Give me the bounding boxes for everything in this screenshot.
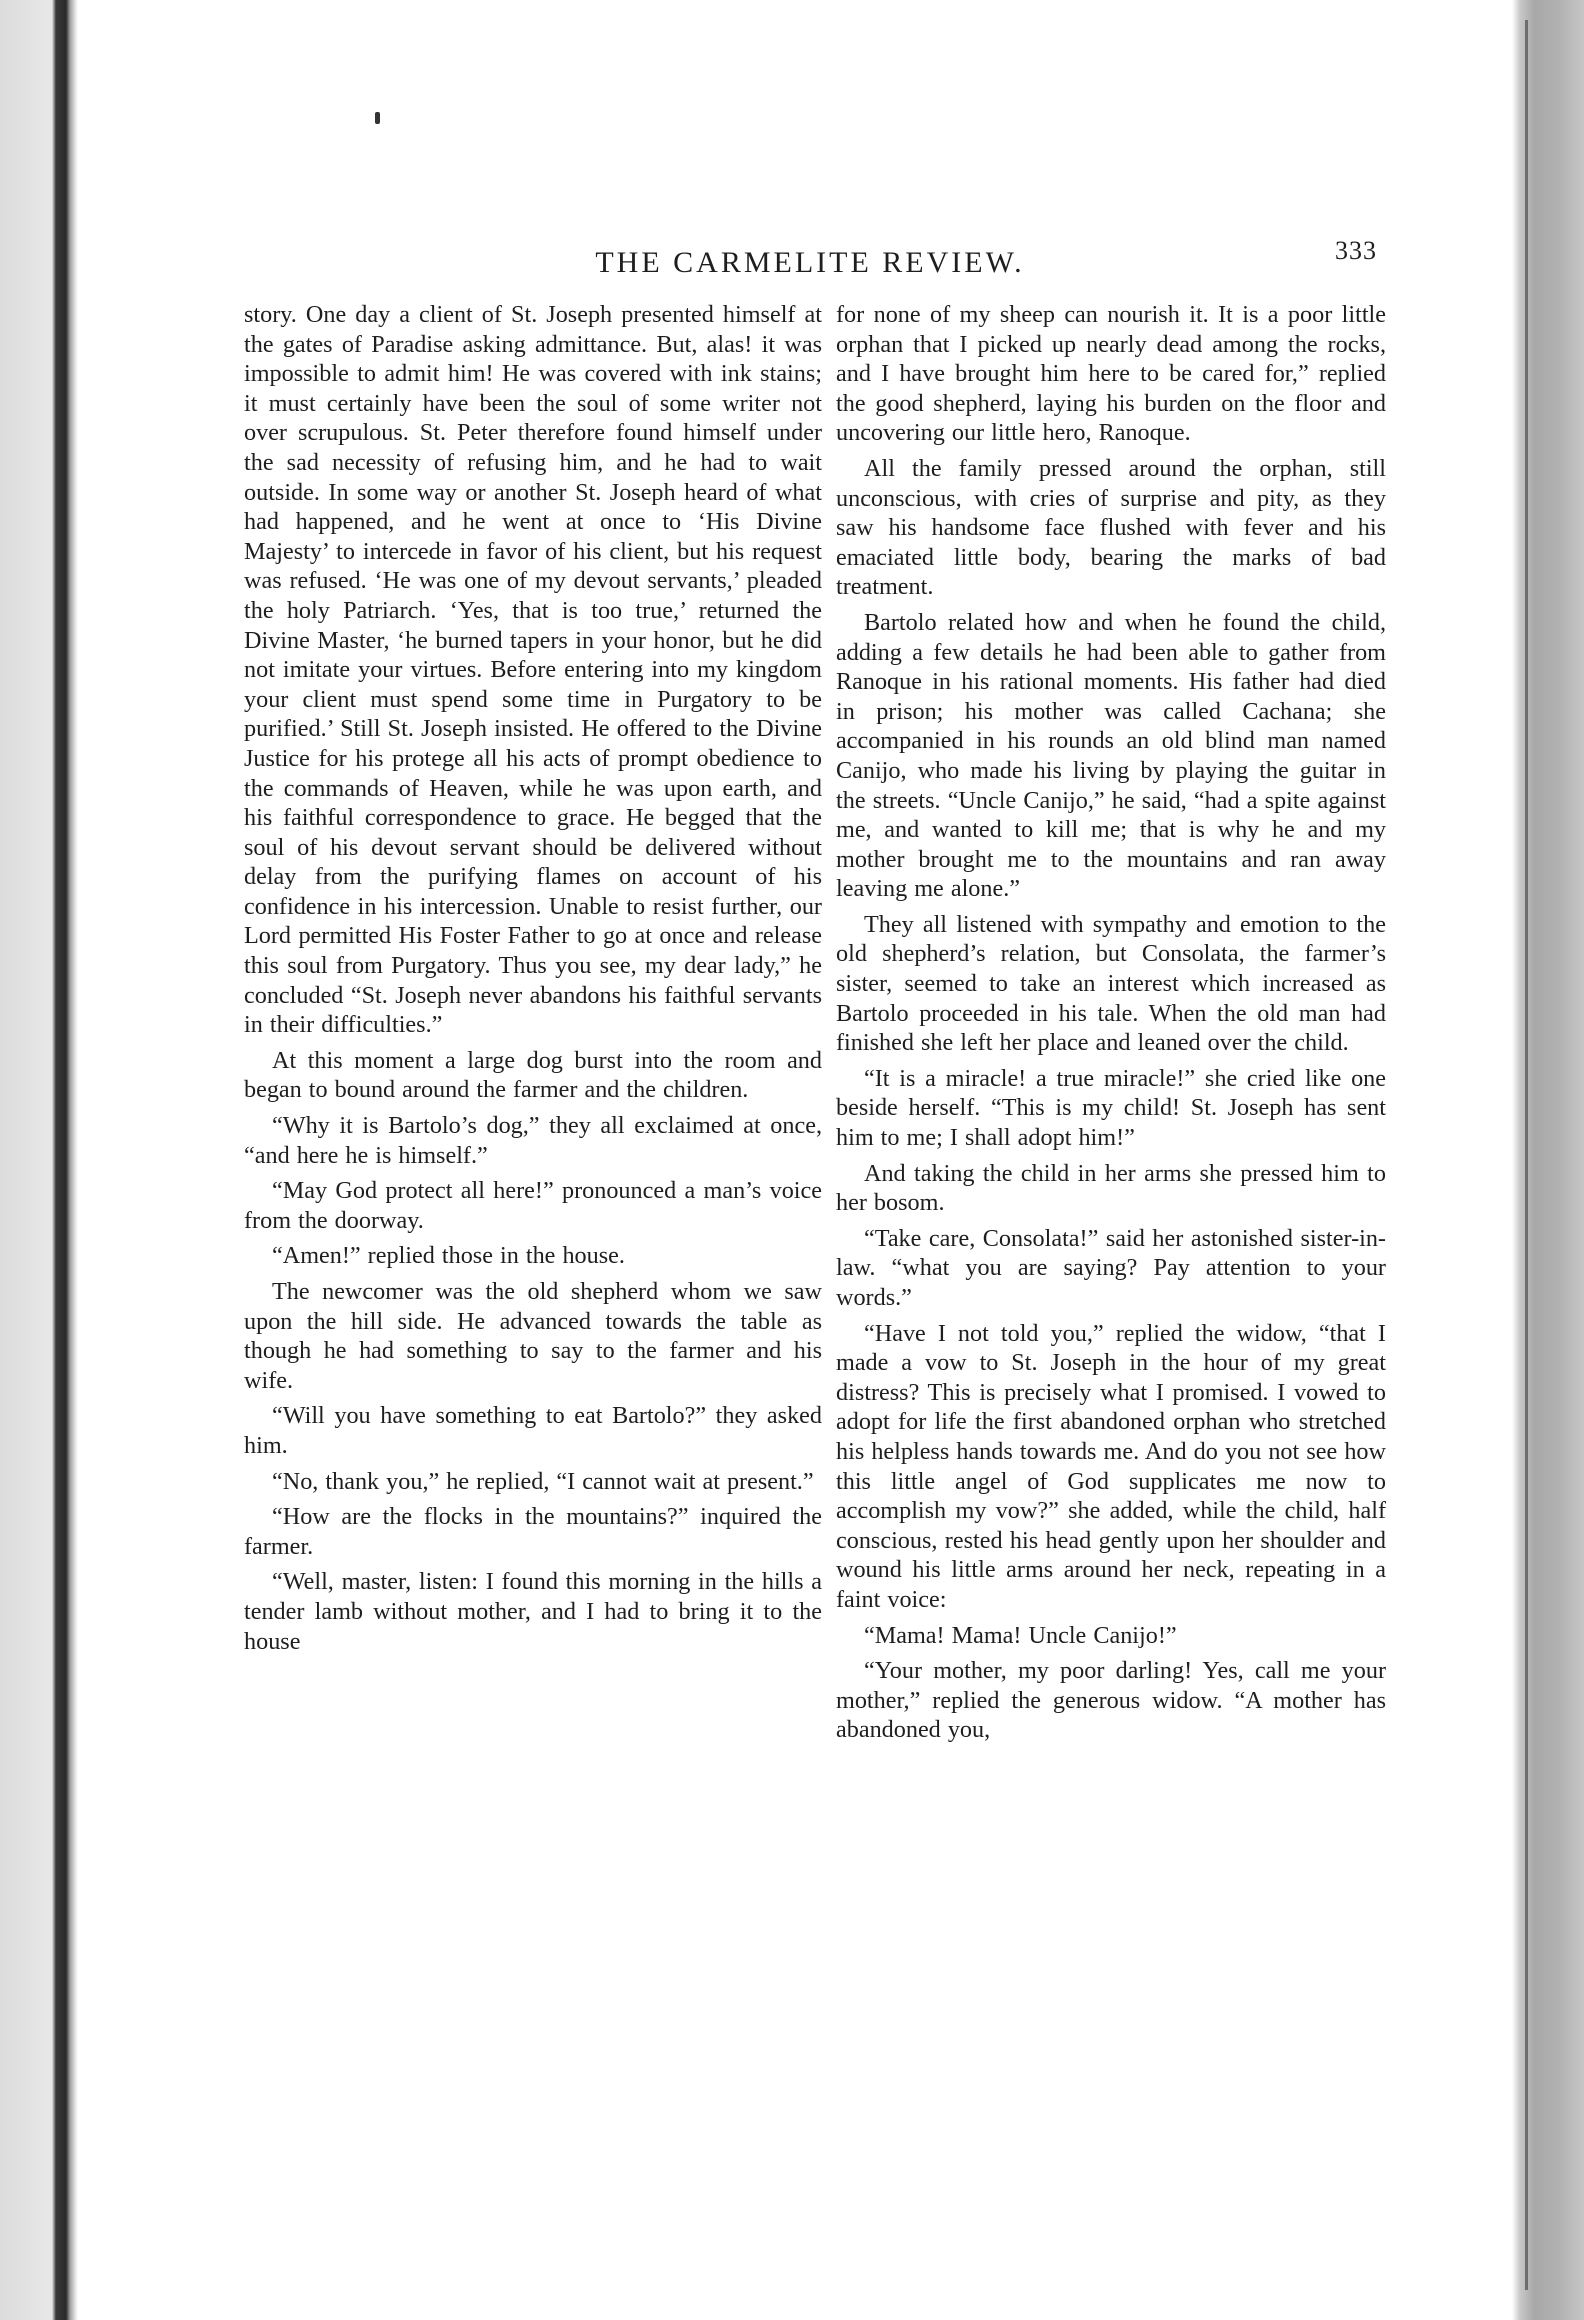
page-header (240, 232, 1380, 292)
paragraph: And taking the child in her arms she pressed him to her bosom. (836, 1159, 1386, 1217)
paragraph: for none of my sheep can nourish it. It is a poor little orphan that I picked up nearly dead among the rocks, and I have brought him here to be cared for,” replied the good shepherd, laying his burden on the floor and uncovering our little hero, Ranoque. (836, 301, 1386, 447)
paragraph: “Will you have something to eat Bartolo?” they asked him. (244, 1402, 822, 1459)
paragraph: “Why it is Bartolo’s dog,” they all exclaimed at once, “and here he is himself.” (244, 1112, 822, 1169)
paragraph: All the family pressed around the orphan, still unconscious, with cries of surprise and pity, as they saw his handsome face flushed with fever and his emaciated little body, bearing the marks of bad treatment. (836, 454, 1386, 601)
page-binding-edge (0, 0, 78, 2320)
paragraph: The newcomer was the old shepherd whom we saw upon the hill side. He advanced towards the table as though he had something to say to the farmer and his wife. (244, 1278, 822, 1394)
paragraph: “Have I not told you,” replied the widow, “that I made a vow to St. Joseph in the hour of my great distress? This is precisely what I promised. I vowed to adopt for life the first abandoned orphan who stretched his helpless hands towards me. And do you not see how this little angel of God supplicates me now to accomplish my vow?” she added, while the child, half conscious, rested his head gently upon her shoulder and wound his little arms around her neck, repeating in a faint voice: (836, 1319, 1386, 1613)
page-edge-line (1525, 20, 1528, 2290)
paragraph: “Take care, Consolata!” said her astonished sister-in-law. “what you are saying? Pay attention to your words.” (836, 1224, 1386, 1311)
paragraph: They all listened with sympathy and emotion to the old shepherd’s relation, but Consolata, the farmer’s sister, seemed to take an interest which increased as Bartolo proceeded in his tale. When the old man had finished she left her place and leaned over the child. (836, 910, 1386, 1057)
running-title: THE CARMELITE REVIEW. (595, 246, 1025, 279)
page-number: 333 (1335, 236, 1377, 265)
paragraph: “No, thank you,” he replied, “I cannot wait at present.” (272, 1467, 814, 1495)
paragraph: “How are the flocks in the mountains?” inquired the farmer. (244, 1503, 822, 1560)
paragraph: “Your mother, my poor darling! Yes, call me your mother,” replied the generous widow. “A mother has abandoned you, (836, 1657, 1386, 1744)
paragraph: “Mama! Mama! Uncle Canijo!” (864, 1621, 1177, 1649)
ink-speck (375, 112, 380, 124)
left-column (244, 300, 822, 1662)
paragraph: “May God protect all here!” pronounced a man’s voice from the doorway. (244, 1177, 822, 1234)
paragraph: Bartolo related how and when he found the child, adding a few details he had been able to gather from Ranoque in his rational moments. His father had died in prison; his mother was called Cachana; she accompanied in his rounds an old blind man named Canijo, who made his living by playing the guitar in the streets. “Uncle Canijo,” he said, “had a spite against me, and wanted to kill me; that is why he and my mother brought me to the mountains and ran away leaving me alone.” (836, 608, 1386, 903)
paragraph: story. One day a client of St. Joseph presented himself at the gates of Paradise asking admittance. But, alas! it was impossible to admit him! He was covered with ink stains; it must certainly have been the soul of some writer not over scrupulous. St. Peter therefore found himself under the sad necessity of refusing him, and he had to wait outside. In some way or another St. Joseph heard of what had happened, and he went at once to ‘His Divine Majesty’ to intercede in favor of his client, but his request was refused. ‘He was one of my devout servants,’ pleaded the holy Patriarch. ‘Yes, that is too true,’ returned the Divine Master, ‘he burned tapers in your honor, but he did not imitate your virtues. Before entering into my kingdom your client must spend some time in Purgatory to be purified.’ Still St. Joseph insisted. He offered to the Divine Justice for his protege all his acts of prompt obedience to the commands of Heaven, while he was upon earth, and his faithful correspondence to grace. He begged that the soul of his devout servant should be delivered without delay from the purifying flames on account of his confidence in his intercession. Unable to resist further, our Lord permitted His Foster Father to go at once and release this soul from Purgatory. Thus you see, my dear lady,” he concluded “St. Joseph never abandons his faithful servants in their difficulties.” (244, 301, 822, 1039)
right-column (836, 300, 1386, 1751)
paragraph: “Well, master, listen: I found this morning in the hills a tender lamb without mother, and I had to bring it to the house (244, 1568, 822, 1655)
page-right-edge (1512, 0, 1584, 2320)
paragraph: “Amen!” replied those in the house. (272, 1242, 625, 1270)
paragraph: “It is a miracle! a true miracle!” she cried like one beside herself. “This is my child! St. Joseph has sent him to me; I shall adopt him!” (836, 1064, 1386, 1152)
paragraph: At this moment a large dog burst into the room and began to bound around the farmer and the children. (244, 1046, 822, 1104)
